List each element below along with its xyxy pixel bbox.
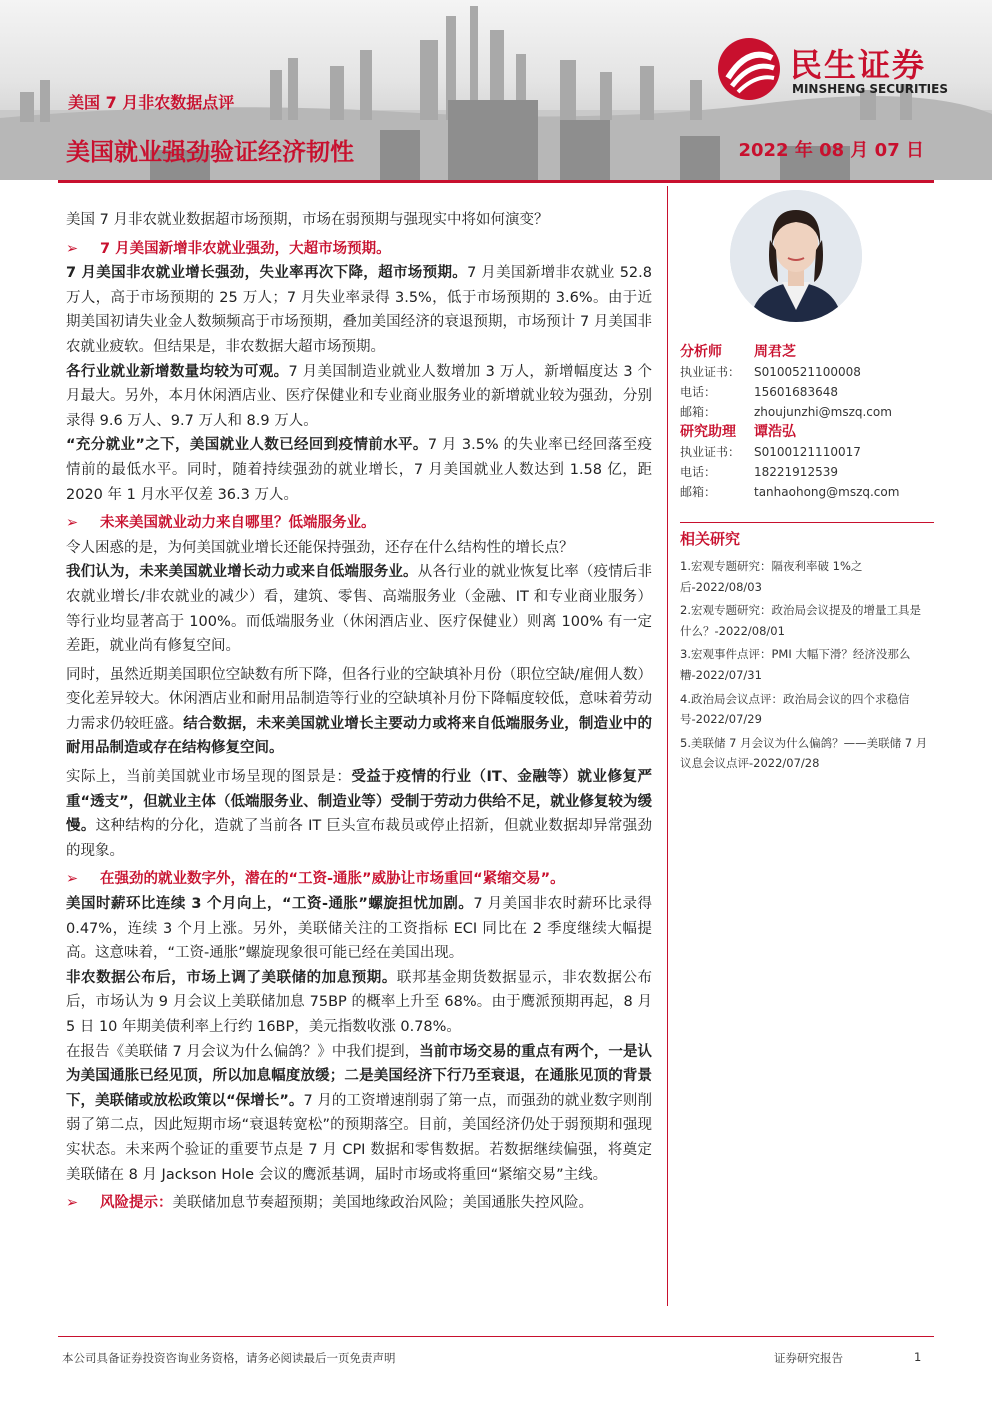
column-divider — [667, 186, 668, 1306]
paragraph-text: 这种结构的分化，造就了当前各 IT 巨头宣布裁员或停止招新，但就业数据却异常强劲的现象。 — [66, 818, 652, 859]
report-title: 美国就业强劲验证经济韧性 — [66, 138, 354, 166]
related-research-item[interactable]: 2.宏观专题研究：政治局会议提及的增量工具是什么？-2022/08/01 — [680, 603, 921, 638]
paragraph-text: 联邦基金期货数据显示，非农数据公布后，市场认为 9 月会议上美联储加息 75BP 的概率上升至 68%。由于鹰派预期再起，8 月 5 日 10 年期美债利率上行约 16BP，美元指数收涨 0.78%。 — [66, 969, 653, 1035]
paragraph — [66, 1040, 652, 1188]
related-research-list — [680, 556, 930, 777]
paragraph-lead: 各行业就业新增数量均较为可观。 — [66, 363, 289, 380]
email-link[interactable]: zhoujunzhi@mszq.com — [754, 405, 892, 419]
header-banner — [0, 0, 992, 180]
report-body — [66, 208, 652, 1216]
paragraph-text: 实际上，当前美国就业市场呈现的图景是： — [66, 769, 352, 786]
analyst-info-row — [680, 402, 934, 422]
section-heading-1 — [66, 237, 652, 262]
section-heading-text: 未来美国就业动力来自哪里？低端服务业。 — [100, 515, 376, 532]
info-label: 邮箱： — [680, 405, 717, 419]
paragraph-lead: “充分就业”之下，美国就业人数已经回到疫情前水平。 — [66, 437, 428, 454]
paragraph — [66, 663, 652, 761]
analyst-info-row — [680, 362, 934, 382]
related-research-title: 相关研究 — [680, 530, 741, 548]
bullet-arrow-icon: ➢ — [66, 1195, 79, 1212]
paragraph-lead: 7 月美国非农就业增长强劲，失业率再次下降，超市场预期。 — [66, 265, 468, 282]
analyst-header — [680, 342, 934, 362]
section-heading-text: 在强劲的就业数字外，潜在的“工资-通胀”威胁让市场重回“紧缩交易”。 — [100, 871, 565, 888]
bullet-arrow-icon: ➢ — [66, 871, 79, 888]
paragraph — [66, 892, 652, 966]
paragraph — [66, 360, 652, 434]
email-link[interactable]: tanhaohong@mszq.com — [754, 485, 900, 499]
section-heading-3 — [66, 867, 652, 892]
series-title: 美国 7 月非农数据点评 — [68, 93, 235, 112]
risk-text: 美联储加息节奏超预期；美国地缘政治风险；美国通胀失控风险。 — [172, 1195, 593, 1212]
paragraph-emphasis: 当前市场交易的重点有两个，一是认为美国通胀已经见顶，所以加息幅度放缓；二是美国经济下行乃至衰退，在通胀见顶的背景下，美联储或放松政策以“保增长”。 — [66, 1043, 653, 1109]
paragraph-lead: 美国时薪环比连续 3 个月向上，“工资-通胀”螺旋担忧加剧。 — [66, 896, 474, 913]
intro-paragraph: 美国 7 月非农就业数据超市场预期，市场在弱预期与强现实中将如何演变？ — [66, 212, 549, 228]
info-value: S0100121110017 — [754, 445, 861, 459]
paragraph-emphasis: 结合数据，未来美国就业增长主要动力或将来自低端服务业，制造业中的耐用品制造或存在结构修复空间。 — [66, 715, 653, 757]
bullet-arrow-icon: ➢ — [66, 240, 79, 257]
related-research-item[interactable]: 4.政治局会议点评：政治局会议的四个求稳信号-2022/07/29 — [680, 691, 910, 727]
info-label: 执业证书： — [680, 445, 741, 459]
paragraph: 令人困惑的是，为何美国就业增长还能保持强劲，还存在什么结构性的增长点？ — [66, 539, 574, 556]
footer-divider — [58, 1336, 934, 1337]
paragraph-text: 7 月美国制造业就业人数增加 3 万人，新增幅度达 3 个月最大。另外，本月休闲酒店业、医疗保健业和专业商业服务业的新增就业较为强劲，分别录得 9.6 万人、9.7 万人和 8.9 万人。 — [66, 363, 652, 429]
analyst-info-row — [680, 482, 934, 502]
brand-logo — [718, 38, 966, 104]
analyst-role: 分析师 — [680, 344, 722, 360]
paragraph-text: 在报告《美联储 7 月会议为什么偏鸽？》中我们提到， — [66, 1043, 420, 1060]
footer-disclaimer: 本公司具备证券投资咨询业务资格，请务必阅读最后一页免责声明 — [62, 1351, 396, 1365]
analyst-info-row — [680, 462, 934, 482]
section-heading-text: 7 月美国新增非农就业强劲，大超市场预期。 — [100, 240, 391, 257]
paragraph-lead: 我们认为，未来美国就业增长动力或来自低端服务业。 — [66, 564, 418, 581]
paragraph-text: 同时，虽然近期美国职位空缺数有所下降，但各行业的空缺填补月份（职位空缺/雇佣人数）变化差异较大。休闲酒店业和耐用品制造等行业的空缺填补月份下降幅度较低，意味着劳动力需求仍较旺盛。 — [66, 666, 652, 732]
analyst-role: 研究助理 — [680, 424, 736, 440]
paragraph-text: 7 月美国非农时薪环比录得 0.47%，连续 3 个月上涨。另外，美联储关注的工资指标 ECI 同比在 2 季度继续大幅提高。这意味着，“工资-通胀”螺旋现象很可能已经在美国出现。 — [66, 896, 652, 962]
paragraph-text: 7 月美国新增非农就业 52.8 万人，高于市场预期的 25 万人；7 月失业率录得 3.5%，低于市场预期的 3.6%。由于近期美国初请失业金人数频频高于市场预期，叠加美国经济的衰退预期，市场预计 7 月美国非农就业疲软。但结果是，非农数据大超市场预期。 — [66, 265, 652, 355]
paragraph-lead: 非农数据公布后，市场上调了美联储的加息预期。 — [66, 969, 397, 986]
footer-report-type: 证券研究报告 — [774, 1351, 843, 1365]
paragraph — [66, 765, 652, 863]
analyst-name: 周君芝 — [754, 344, 796, 360]
paragraph — [66, 560, 652, 658]
brand-name-cn: 民生证券 — [790, 46, 927, 84]
brand-name-en: MINSHENG SECURITIES — [792, 82, 948, 96]
info-label: 执业证书： — [680, 365, 741, 379]
related-research-item[interactable]: 1.宏观专题研究：隔夜利率破 1%之后-2022/08/03 — [680, 559, 863, 594]
paragraph-text: 从各行业的就业恢复比率（疫情后非农就业增长/非农就业的减少）看，建筑、零售、高端服务业（金融、IT 和专业商业服务）等行业均显著高于 100%。而低端服务业（休闲酒店业、医疗保健业）则离 100% 有一定差距，就业尚有修复空间。 — [66, 564, 653, 655]
brand-mark-icon — [718, 38, 780, 100]
paragraph — [66, 966, 652, 1040]
info-label: 电话： — [680, 465, 717, 479]
related-research-item[interactable]: 5.美联储 7 月会议为什么偏鸽？——美联储 7 月议息会议点评-2022/07/28 — [680, 735, 928, 771]
paragraph — [66, 261, 652, 359]
analyst-block — [680, 342, 934, 502]
info-value: 18221912539 — [754, 465, 838, 479]
related-divider — [680, 522, 934, 523]
info-value: 15601683648 — [754, 385, 838, 399]
paragraph-text: 7 月 3.5% 的失业率已经回落至疫情前的最低水平。同时，随着持续强劲的就业增长，7 月美国就业人数达到 1.58 亿，距 2020 年 1 月水平仅差 36.3 万人。 — [66, 437, 653, 503]
info-label: 邮箱： — [680, 485, 717, 499]
info-value: S0100521100008 — [754, 365, 861, 379]
related-research-item[interactable]: 3.宏观事件点评：PMI 大幅下滑？经济没那么糟-2022/07/31 — [680, 647, 911, 682]
analyst-header — [680, 422, 934, 442]
analyst-name: 谭浩弘 — [754, 424, 796, 440]
info-label: 电话： — [680, 385, 717, 399]
analyst-photo — [730, 190, 862, 322]
risk-label: 风险提示： — [100, 1195, 173, 1212]
paragraph-text: 7 月的工资增速削弱了第一点，而强劲的就业数字则削弱了第二点，因此短期市场“衰退转宽松”的预期落空。目前，美国经济仍处于弱预期和强现实状态。未来两个验证的重要节点是 7 月 CPI 数据和零售数据。若数据继续偏强，将奠定美联储在 8 月 Jackson Hole 会议的鹰派基调，届时市场或将重回“紧缩交易”主线。 — [66, 1092, 652, 1183]
paragraph-emphasis: 受益于疫情的行业（IT、金融等）就业修复严重“透支”，但就业主体（低端服务业、制造业等）受制于劳动力供给不足，就业修复较为缓慢。 — [66, 769, 652, 835]
section-heading-2 — [66, 511, 652, 536]
analyst-info-row — [680, 442, 934, 462]
report-date: 2022 年 08 月 07 日 — [738, 140, 924, 161]
risk-note — [66, 1191, 652, 1216]
header-divider — [58, 180, 934, 183]
analyst-info-row — [680, 382, 934, 402]
paragraph — [66, 433, 652, 507]
page-number: 1 — [914, 1350, 922, 1364]
bullet-arrow-icon: ➢ — [66, 515, 79, 532]
